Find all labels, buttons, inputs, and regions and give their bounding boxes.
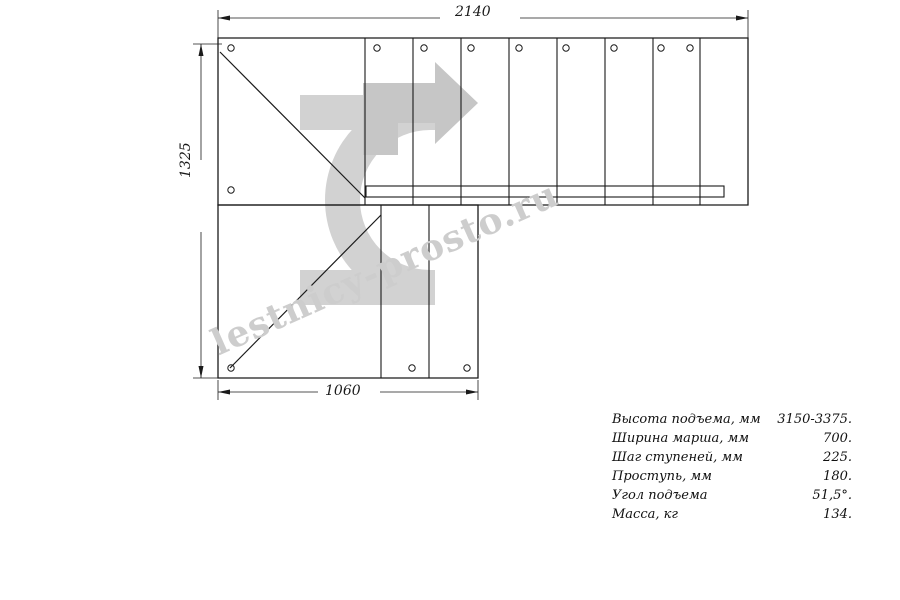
spec-label: Масса, кг xyxy=(612,507,678,522)
spec-row xyxy=(612,448,852,467)
dimension-top-label: 2140 xyxy=(455,4,491,20)
spec-row xyxy=(612,486,852,505)
spec-value: 51,5°. xyxy=(812,488,852,503)
spec-value: 225. xyxy=(823,450,852,465)
spec-value: 134. xyxy=(823,507,852,522)
stringer-beam xyxy=(366,186,724,197)
spec-label: Высота подъема, мм xyxy=(612,412,761,427)
specification-table xyxy=(612,410,852,524)
watermark-text: lestnicy-prosto.ru xyxy=(204,173,565,364)
dimension-bottom-label: 1060 xyxy=(325,383,361,399)
spec-label: Ширина марша, мм xyxy=(612,431,750,446)
spec-value: 3150-3375. xyxy=(777,412,852,427)
spec-value: 180. xyxy=(823,469,852,484)
spec-label: Угол подъема xyxy=(612,488,708,503)
spec-row xyxy=(612,429,852,448)
spec-row xyxy=(612,467,852,486)
spec-row xyxy=(612,505,852,524)
stair-outline xyxy=(218,38,748,378)
spec-label: Шаг ступеней, мм xyxy=(612,450,743,465)
spec-row xyxy=(612,410,852,429)
spec-label: Проступь, мм xyxy=(612,469,712,484)
spec-value: 700. xyxy=(823,431,852,446)
dimension-left-label: 1325 xyxy=(178,142,194,178)
